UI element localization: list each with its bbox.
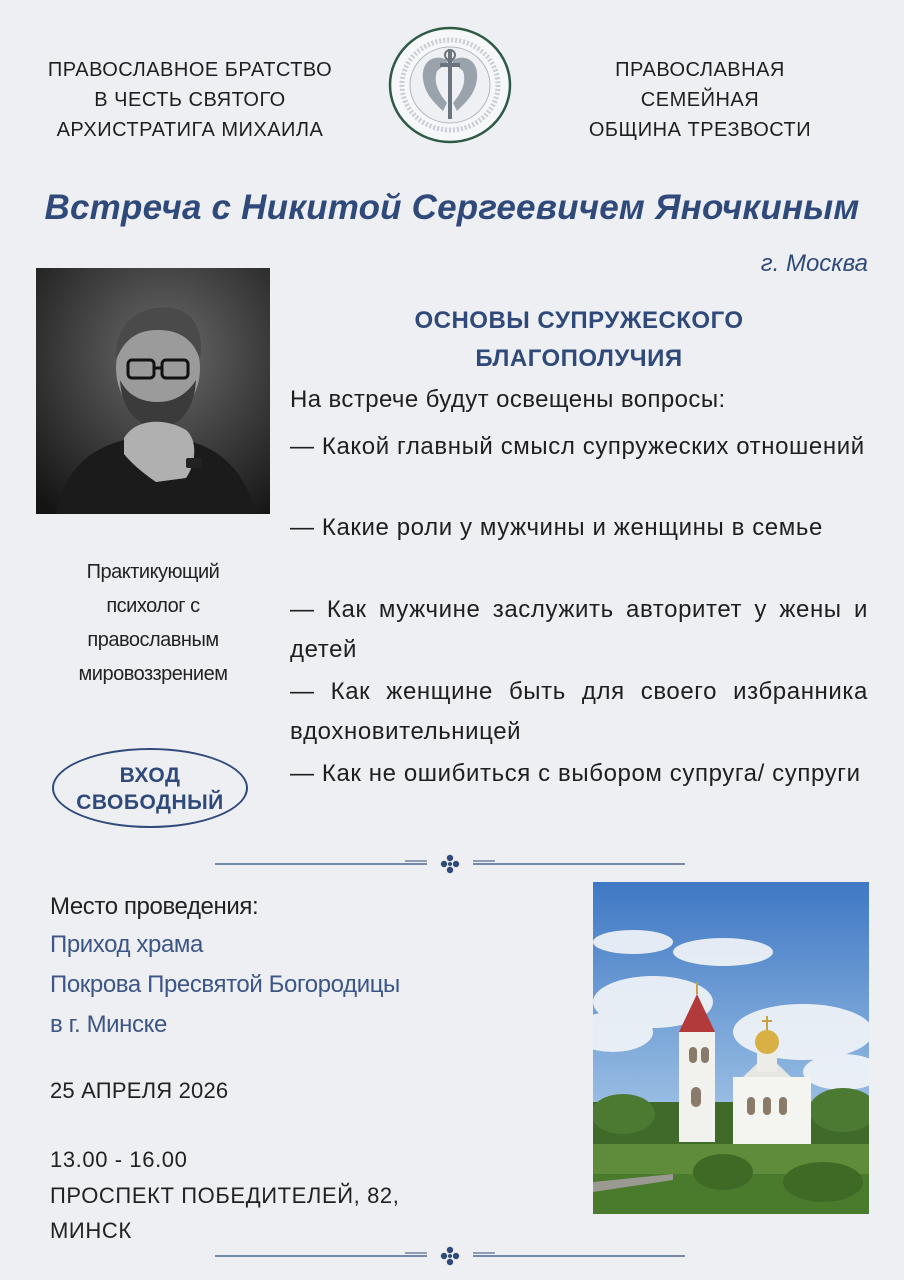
venue-line: в г. Минске bbox=[50, 1011, 167, 1038]
event-subtitle bbox=[290, 302, 868, 378]
org-left-line: В ЧЕСТЬ СВЯТОГО bbox=[94, 89, 286, 111]
org-right-line: ОБЩИНА ТРЕЗВОСТИ bbox=[588, 119, 812, 141]
question-item: — Как женщине быть для своего избранника вдохновительницей bbox=[290, 678, 868, 745]
address-line: МИНСК bbox=[50, 1218, 132, 1243]
free-entry-badge bbox=[52, 748, 248, 828]
event-title: Встреча с Никитой Сергеевичем Яночкиным bbox=[44, 188, 860, 227]
role-line: психолог с bbox=[106, 595, 200, 617]
event-time: 13.00 - 16.00 bbox=[50, 1147, 188, 1172]
entry-line: СВОБОДНЫЙ bbox=[76, 791, 224, 814]
event-date: 25 АПРЕЛЯ 2026 bbox=[50, 1078, 229, 1103]
venue-line: Приход храма bbox=[50, 931, 203, 958]
venue-label: Место проведения: bbox=[50, 893, 259, 920]
subtitle-line: ОСНОВЫ СУПРУЖЕСКОГО bbox=[414, 307, 744, 334]
org-right-line: ПРАВОСЛАВНАЯ bbox=[615, 59, 785, 81]
event-city: г. Москва bbox=[760, 250, 868, 277]
ornament-divider bbox=[205, 852, 695, 876]
question-item: — Как мужчине заслужить авторитет у жены и детей bbox=[290, 596, 868, 663]
org-right-line: СЕМЕЙНАЯ bbox=[640, 89, 760, 111]
speaker-portrait bbox=[36, 268, 270, 514]
org-right-name bbox=[535, 55, 865, 145]
questions-intro: На встрече будут освещены вопросы: bbox=[290, 386, 726, 413]
role-line: православным bbox=[87, 629, 219, 651]
address-line: ПРОСПЕКТ ПОБЕДИТЕЛЕЙ, 82, bbox=[50, 1183, 400, 1208]
role-line: мировоззрением bbox=[78, 663, 228, 685]
subtitle-line: БЛАГОПОЛУЧИЯ bbox=[475, 345, 683, 372]
entry-line: ВХОД bbox=[119, 764, 181, 787]
org-left-line: АРХИСТРАТИГА МИХАИЛА bbox=[56, 119, 324, 141]
speaker-role bbox=[36, 555, 270, 691]
org-left-name bbox=[25, 55, 355, 145]
question-item: — Какой главный смысл супружеских отношений bbox=[290, 433, 865, 460]
archangel-emblem-icon bbox=[385, 25, 515, 145]
church-photo bbox=[593, 882, 869, 1214]
venue-line: Покрова Пресвятой Богородицы bbox=[50, 971, 400, 998]
role-line: Практикующий bbox=[86, 561, 220, 583]
question-item: — Как не ошибиться с выбором супруга/ супруги bbox=[290, 760, 861, 787]
ornament-divider bbox=[205, 1244, 695, 1268]
question-item: — Какие роли у мужчины и женщины в семье bbox=[290, 514, 823, 541]
org-left-line: ПРАВОСЛАВНОЕ БРАТСТВО bbox=[47, 59, 333, 81]
